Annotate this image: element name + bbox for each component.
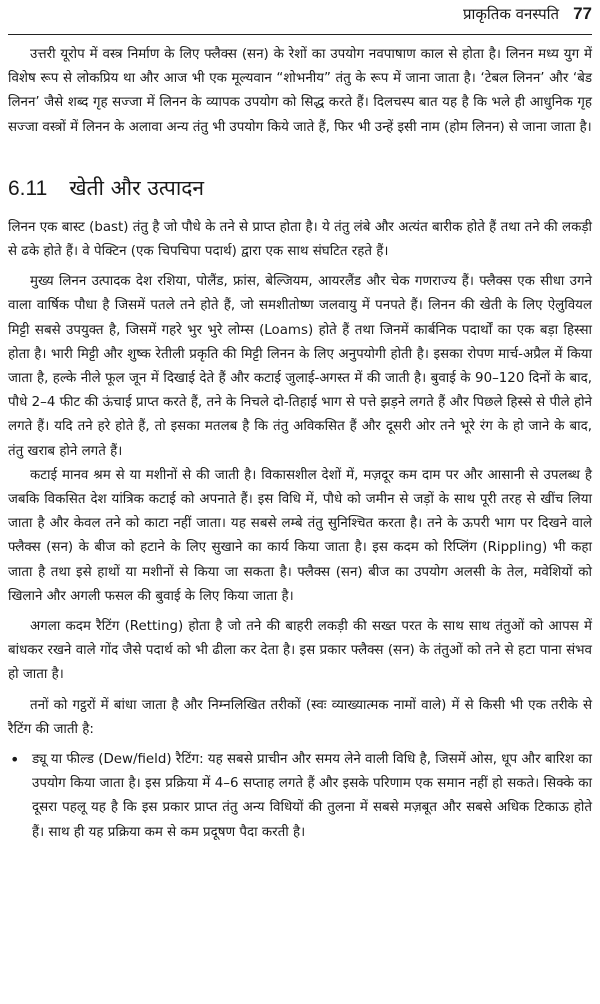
running-header <box>8 0 592 35</box>
page-number: 77 <box>573 4 592 23</box>
bullet-dot-icon: • <box>10 750 20 770</box>
paragraph-retting: अगला कदम रैटिंग (Retting) होता है जो तने की बाहरी लकड़ी की सख्त परत के साथ साथ तंतुओं को आपस में बांधकर रखने वाले गोंद जैसे पदार्थ को भी ढीला कर देता है। इस प्रकार फ्लैक्स (सन) के तंतुओं को तने से हटा पाना संभव हो जाता है। <box>8 619 592 683</box>
book-page <box>8 0 592 845</box>
retting-methods-list <box>8 748 592 845</box>
section-title: खेती और उत्पादन <box>69 175 205 200</box>
paragraph-harvesting: कटाई मानव श्रम से या मशीनों से की जाती है। विकासशील देशों में, मज़दूर कम दाम पर और आसानी से उपलब्ध है जबकि विकसित देश यांत्रिक कटाई को अपनाते हैं। इस विधि में, पौधे को जमीन से जड़ों के साथ पूरी तरह से खींच लिया जाता है और केवल तने को काटा नहीं जाता। यह सबसे लम्बे तंतु सुनिश्चित करता है। तने के ऊपरी भाग पर दिखने वाले फ्लैक्स (सन) के बीज को हटाने के लिए सुखाने का कार्य किया जाता है। इस कदम को रिप्लिंग (Rippling) भी कहा जाता है तथा इसे हाथों या मशीनों से किया जा सकता है। फ्लैक्स (सन) बीज का उपयोग अलसी के तेल, मवेशियों को खिलाने और अगली फसल की बुवाई के लिए किया जाता है। <box>8 467 592 604</box>
list-item <box>8 748 592 845</box>
intro-paragraph: उत्तरी यूरोप में वस्त्र निर्माण के लिए फ्लैक्स (सन) के रेशों का उपयोग नवपाषाण काल से होता है। लिनन मध्य युग में विशेष रूप से लोकप्रिय था और आज भी एक मूल्यवान “शोभनीय” तंतु के रूप में जाना जाता है। ‘टेबल लिनन’ और ‘बेड लिनन’ जैसे शब्द गृह सज्जा में लिनन के व्यापक उपयोग को सिद्ध करते हैं। दिलचस्प बात यह है कि भले ही आधुनिक गृह सज्जा वस्त्रों में लिनन के अलावा अन्य तंतु भी उपयोग किये जाते हैं, फिर भी उन्हें इसी नाम (होम लिनन) से जाना जाता है। <box>8 47 592 135</box>
bullet-text-dew-retting: ड्यू या फील्ड (Dew/field) रैटिंग: यह सबसे प्राचीन और समय लेने वाली विधि है, जिसमें ओस, धूप और बारिश का उपयोग किया जाता है। इस प्रक्रिया में 4–6 सप्ताह लगते हैं और इसके परिणाम एक समान नहीं हो सकते। सिक्के का दूसरा पहलू यह है कि इस प्रकार प्राप्त तंतु अन्य विधियों की तुलना में सबसे मज़बूत और सबसे अधिक टिकाऊ होते हैं। साथ ही यह प्रक्रिया कम से कम प्रदूषण पैदा करती है। <box>32 752 592 840</box>
paragraph-cultivation: मुख्य लिनन उत्पादक देश रशिया, पोलैंड, फ्रांस, बेल्जियम, आयरलैंड और चेक गणराज्य हैं। फ्लैक्स एक सीधा उगने वाला वार्षिक पौधा है जिसमें पतले तने होते हैं, जो समशीतोष्ण जलवायु में पनपते हैं। लिनन की खेती के लिए ऐलुवियल मिट्टी सबसे उपयुक्त है, जिसमें गहरे भुर भुरे लोम्स (Loams) होते हैं तथा जिनमें कार्बनिक पदार्थों का एक बड़ा हिस्सा होता है। भारी मिट्टी और शुष्क रेतीली प्रकृति की मिट्टी लिनन के लिए अनुपयोगी होती है। इसका रोपण मार्च-अप्रैल में किया जाता है, हल्के नीले फूल जून में दिखाई देते हैं और कटाई जुलाई-अगस्त में की जाती है। बुवाई के 90–120 दिनों के बाद, पौधे 2–4 फीट की ऊंचाई प्राप्त करते हैं, तने के निचले दो-तिहाई भाग से पत्ते झड़ने लगते हैं और पिछले हिस्से से पीले होने लगते हैं। यदि तने हरे होते हैं, तो इसका मतलब है कि तंतु अविकसित हैं और दूसरी ओर तने भूरे रंग के हो जाने के बाद, तंतु खराब होने लगते हैं। <box>8 274 592 459</box>
paragraph-bast-fiber: लिनन एक बास्ट (bast) तंतु है जो पौधे के तने से प्राप्त होता है। ये तंतु लंबे और अत्यंत बारीक होते हैं तथा तने की लकड़ी से ढके होते हैं। वे पेक्टिन (एक चिपचिपा पदार्थ) द्वारा एक साथ संघटित रहते हैं। <box>8 219 592 260</box>
section-heading <box>8 174 592 202</box>
paragraph-retting-methods: तनों को गट्ठरों में बांधा जाता है और निम्नलिखित तरीकों (स्वः व्याख्यात्मक नामों वाले) में से किसी भी एक तरीके से रैटिंग की जाती है: <box>8 697 592 737</box>
section-number: 6.11 <box>8 176 48 200</box>
running-header-title: प्राकृतिक वनस्पति <box>462 5 560 23</box>
